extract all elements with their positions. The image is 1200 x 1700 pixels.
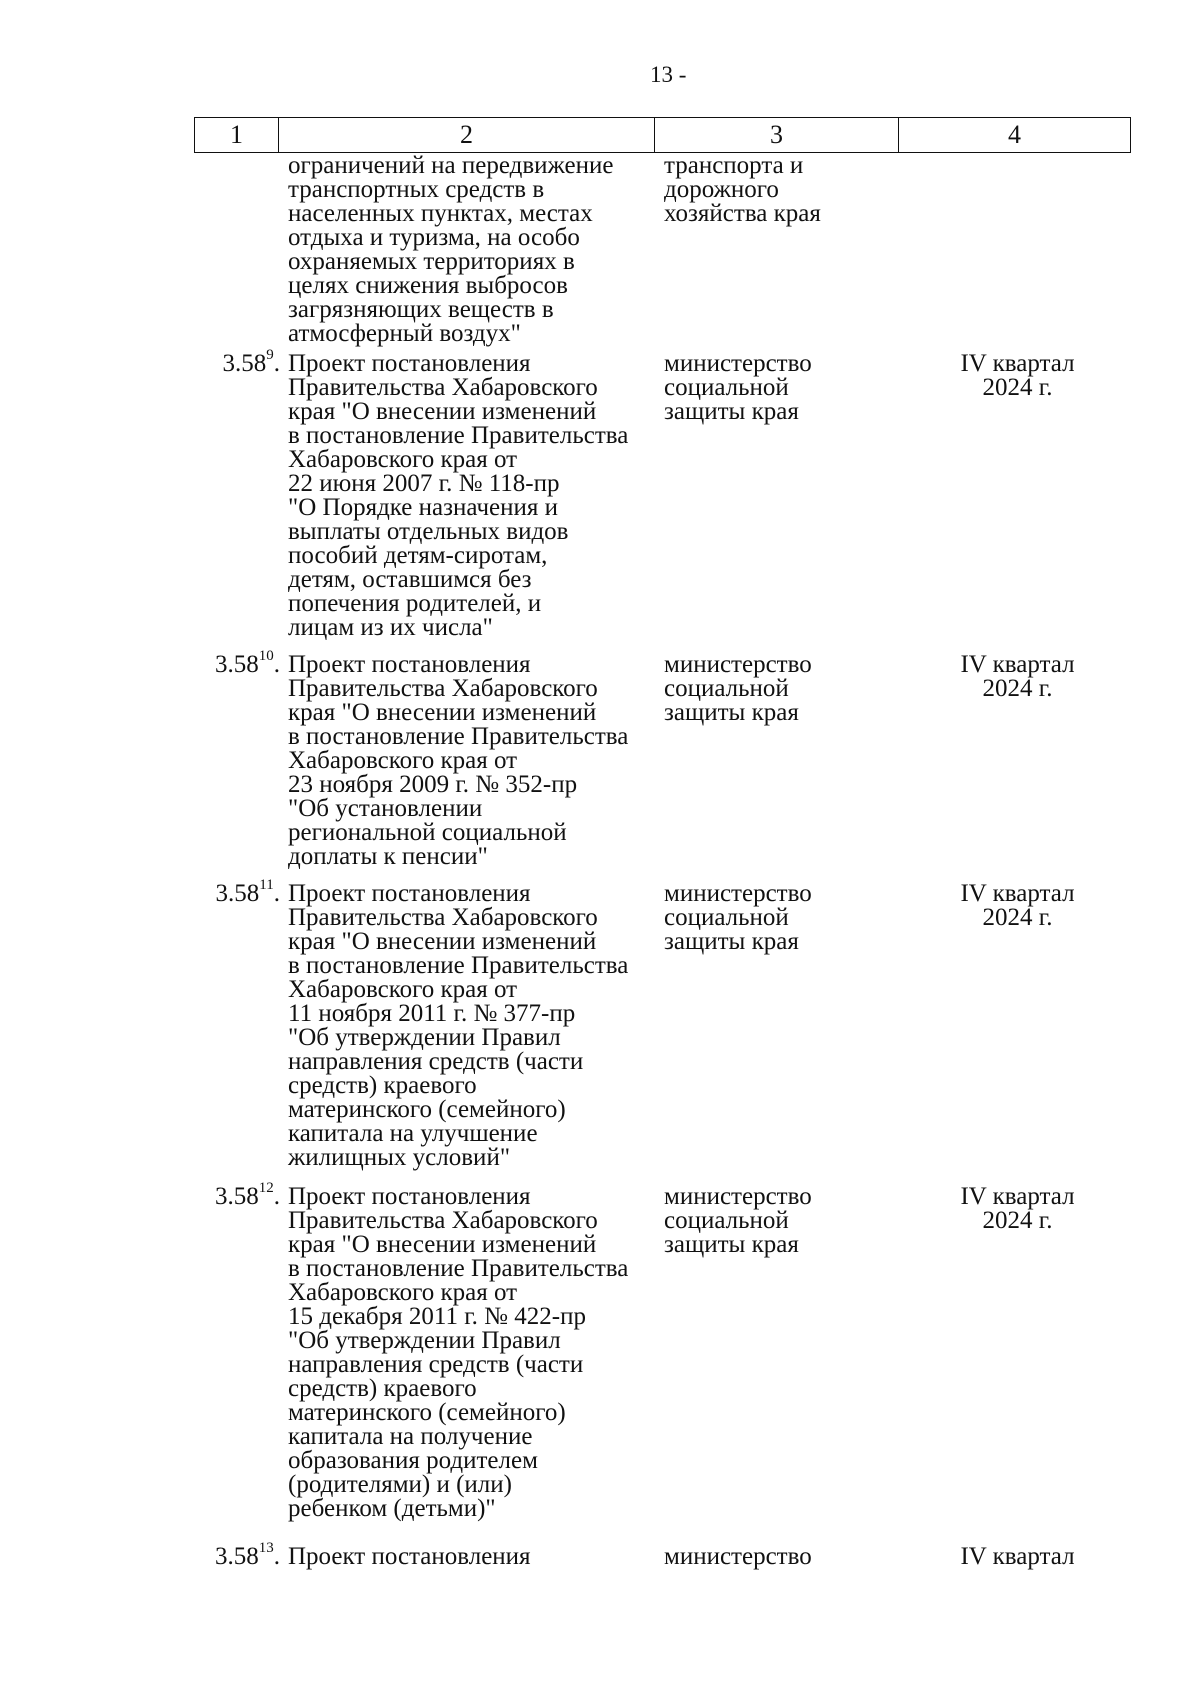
- header-col-3: 3: [655, 118, 899, 153]
- row-deadline: IV квартал 2024 г.: [960, 1183, 1075, 1234]
- continuation-authority: транспорта и дорожного хозяйства края: [664, 152, 821, 227]
- row-deadline: IV квартал 2024 г.: [960, 651, 1075, 702]
- row-number-suffix: .: [273, 651, 280, 678]
- row-document-text: Проект постановления Правительства Хабаровского края "О внесении изменений в постановление Правительства Хабаровского края от 22 июня 2007 г. № 118-пр "О Порядке назначения и выплаты отдельных видов пособий детям-сиротам, детям, оставшимся без попечения родителей, и лицам из их числа": [288, 350, 629, 641]
- row-number-suffix: .: [273, 1183, 280, 1210]
- row-number-suffix: .: [273, 880, 280, 907]
- header-col-2: 2: [279, 118, 655, 153]
- row-number-suffix: .: [273, 350, 280, 377]
- row-authority: министерство социальной защиты края: [664, 651, 812, 726]
- row-authority: министерство социальной защиты края: [664, 880, 812, 955]
- row-document-text: Проект постановления: [288, 1543, 531, 1570]
- row-deadline: IV квартал: [960, 1543, 1075, 1570]
- row-authority: министерство социальной защиты края: [664, 1183, 812, 1258]
- page-number: 13 -: [650, 62, 687, 87]
- row-number-base: 3.58: [215, 1183, 259, 1210]
- row-deadline: IV квартал 2024 г.: [960, 350, 1075, 401]
- row-number: [194, 346, 280, 377]
- row-number: [194, 1539, 280, 1570]
- table-header: [194, 117, 1131, 153]
- row-number: [194, 647, 280, 678]
- row-number-sup: 10: [258, 647, 274, 664]
- row-authority: министерство: [664, 1543, 812, 1570]
- row-number-base: 3.58: [215, 651, 259, 678]
- row-number: [194, 876, 280, 907]
- continuation-text: ограничений на передвижение транспортных средств в населенных пунктах, местах отдыха и туризма, на особо охраняемых территориях в целях снижения выбросов загрязняющих веществ в атмосферный воздух": [288, 152, 614, 347]
- row-number-sup: 13: [258, 1539, 274, 1556]
- row-deadline: IV квартал 2024 г.: [960, 880, 1075, 931]
- row-authority: министерство социальной защиты края: [664, 350, 812, 425]
- header-col-1: 1: [195, 118, 279, 153]
- row-number-sup: 9: [266, 346, 274, 363]
- header-col-4: 4: [899, 118, 1131, 153]
- row-number-base: 3.58: [222, 350, 267, 377]
- row-number: [194, 1179, 280, 1210]
- row-number-sup: 12: [258, 1179, 274, 1196]
- row-document-text: Проект постановления Правительства Хабаровского края "О внесении изменений в постановление Правительства Хабаровского края от 15 декабря 2011 г. № 422-пр "Об утверждении Правил направления средств (части средств) краевого материнского (семейного) капитала на получение образования родителем (родителями) и (или) ребенком (детьми)": [288, 1183, 629, 1522]
- row-number-sup: 11: [259, 876, 274, 893]
- row-document-text: Проект постановления Правительства Хабаровского края "О внесении изменений в постановление Правительства Хабаровского края от 23 ноября 2009 г. № 352-пр "Об установлении региональной социальной доплаты к пенсии": [288, 651, 629, 870]
- row-number-suffix: .: [273, 1543, 280, 1570]
- row-document-text: Проект постановления Правительства Хабаровского края "О внесении изменений в постановление Правительства Хабаровского края от 11 ноября 2011 г. № 377-пр "Об утверждении Правил направления средств (части средств) краевого материнского (семейного) капитала на улучшение жилищных условий": [288, 880, 629, 1171]
- row-number-base: 3.58: [215, 880, 260, 907]
- row-number-base: 3.58: [215, 1543, 259, 1570]
